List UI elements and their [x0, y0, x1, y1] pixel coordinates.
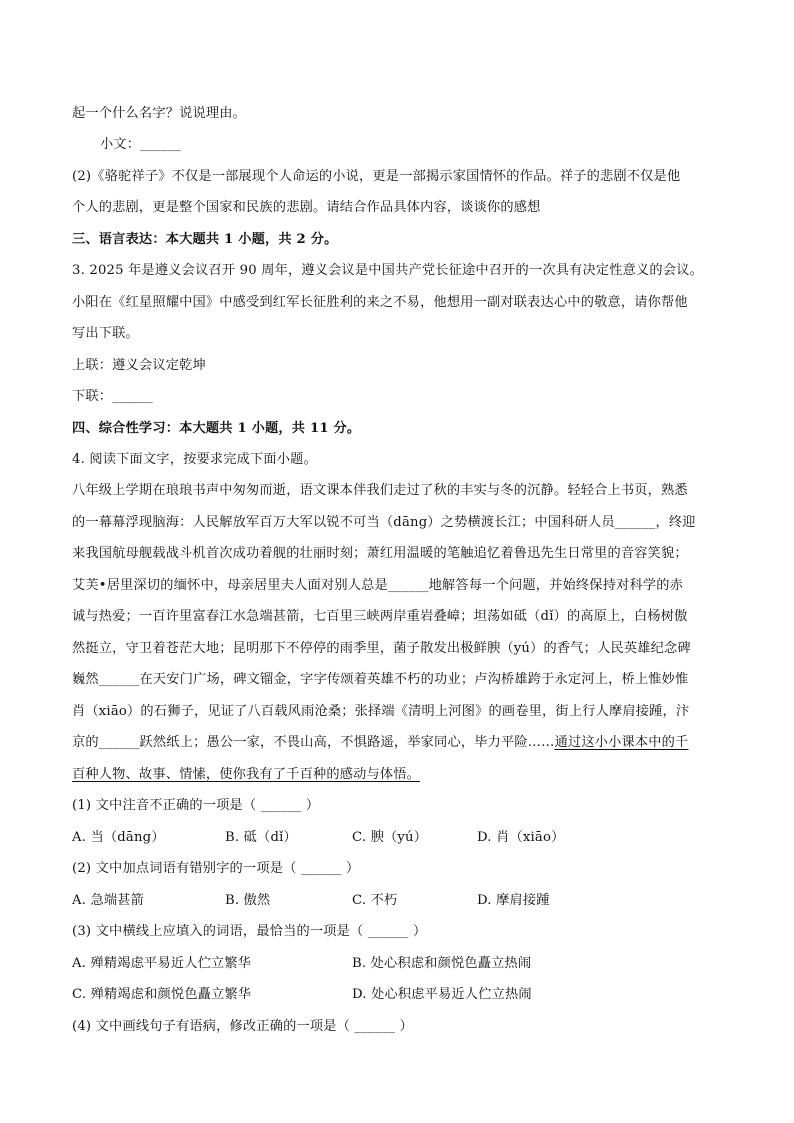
passage-line	[72, 731, 688, 750]
question-stem: (3) 文中横线上应填入的词语，最恰当的一项是（ ______ ）	[72, 924, 427, 939]
passage-line: 巍然______在天安门广场，碑文镏金，字字传颂着英雄不朽的功业；卢沟桥雄跨于永定河上，桥上惟妙惟	[72, 672, 689, 687]
question-text-line: 写出下联。	[72, 326, 139, 341]
answer-blank-line: 小文：______	[100, 137, 181, 152]
option-d: D. 处心积虑平易近人伫立热闹	[352, 987, 532, 1002]
section-heading: 三、语言表达：本大题共 1 小题，共 2 分。	[72, 232, 338, 247]
passage-line: 肖（xiāo）的石狮子，见证了八百载风雨沧桑；张择端《清明上河图》的画卷里，街上行人摩肩接踵，汴	[72, 704, 690, 719]
option-d: D. 摩肩接踵	[477, 893, 550, 908]
question-stem: (2) 文中加点词语有错别字的一项是（ ______ ）	[72, 861, 360, 876]
passage-line: 艾芙•居里深切的缅怀中，母亲居里夫人面对别人总是______地解答每一个问题，并始终保持对科学的赤	[72, 578, 684, 593]
option-c: C. 殚精竭虑和颜悦色矗立繁华	[72, 987, 252, 1002]
option-b: B. 处心积虑和颜悦色矗立热闹	[352, 956, 532, 971]
option-b: B. 砥（dǐ）	[225, 830, 297, 845]
question-text-line: 个人的悲剧，更是整个国家和民族的悲剧。请结合作品具体内容，谈谈你的感想	[72, 200, 541, 215]
underlined-sentence-part-1: 通过这小小课本中的千	[554, 735, 689, 750]
passage-line: 然挺立，守卫着苍茫大地；昆明那下不停停的雨季里，菌子散发出极鲜腴（yú）的香气；人民英雄纪念碑	[72, 641, 691, 656]
question-text-line: 3. 2025 年是遵义会议召开 90 周年，遵义会议是中国共产党长征途中召开的一次具有决定性意义的会议。	[72, 263, 703, 278]
option-a: A. 急端甚箭	[72, 893, 145, 908]
couplet-upper-line: 上联：遵义会议定乾坤	[72, 358, 206, 373]
passage-line: 八年级上学期在琅琅书声中匆匆而逝，语文课本伴我们走过了秋的丰实与冬的沉静。轻轻合上书页，熟悉	[72, 483, 688, 498]
question-stem: (4) 文中画线句子有语病，修改正确的一项是（ ______ ）	[72, 1019, 413, 1034]
question-text-line: 小阳在《红星照耀中国》中感受到红军长征胜利的来之不易，他想用一副对联表达心中的敬意，请你帮他	[72, 295, 688, 310]
passage-line: 来我国航母舰载战斗机首次成功着舰的壮丽时刻；萧红用温暖的笔触追忆着鲁迅先生日常里的音容笑貌；	[72, 546, 688, 561]
option-c: C. 不朽	[352, 893, 398, 908]
option-b: B. 傲然	[225, 893, 271, 908]
question-stem: (1) 文中注音不正确的一项是（ ______ ）	[72, 798, 320, 813]
option-a: A. 当（dāng）	[72, 830, 165, 845]
option-a: A. 殚精竭虑平易近人伫立繁华	[72, 956, 252, 971]
question-text-line: 起一个什么名字？说说理由。	[72, 106, 247, 121]
question-text-line: 4. 阅读下面文字，按要求完成下面小题。	[72, 452, 317, 467]
passage-line: 诚与热爱；一百许里富春江水急端甚箭，七百里三峡两岸重岩叠嶂；坦荡如砥（dǐ）的高原上，白杨树傲	[72, 609, 688, 624]
couplet-lower-line: 下联：______	[72, 389, 153, 404]
option-d: D. 肖（xiāo）	[477, 830, 565, 845]
underlined-sentence-part-2: 百种人物、故事、情愫，使你我有了千百种的感动与体悟。	[72, 767, 421, 782]
question-text-line: (2)《骆驼祥子》不仅是一部展现个人命运的小说，更是一部揭示家国情怀的作品。祥子的悲剧不仅是他	[72, 169, 681, 184]
passage-line: 的一幕幕浮现脑海：人民解放军百万大军以锐不可当（dāng）之势横渡长江；中国科研人员______，终迎	[72, 515, 696, 530]
option-c: C. 腴（yú）	[352, 830, 428, 845]
section-heading: 四、综合性学习：本大题共 1 小题，共 11 分。	[72, 421, 361, 436]
passage-segment: 京的______跃然纸上；愚公一家，不畏山高，不惧路遥，举家同心，毕力平险……	[72, 735, 555, 750]
